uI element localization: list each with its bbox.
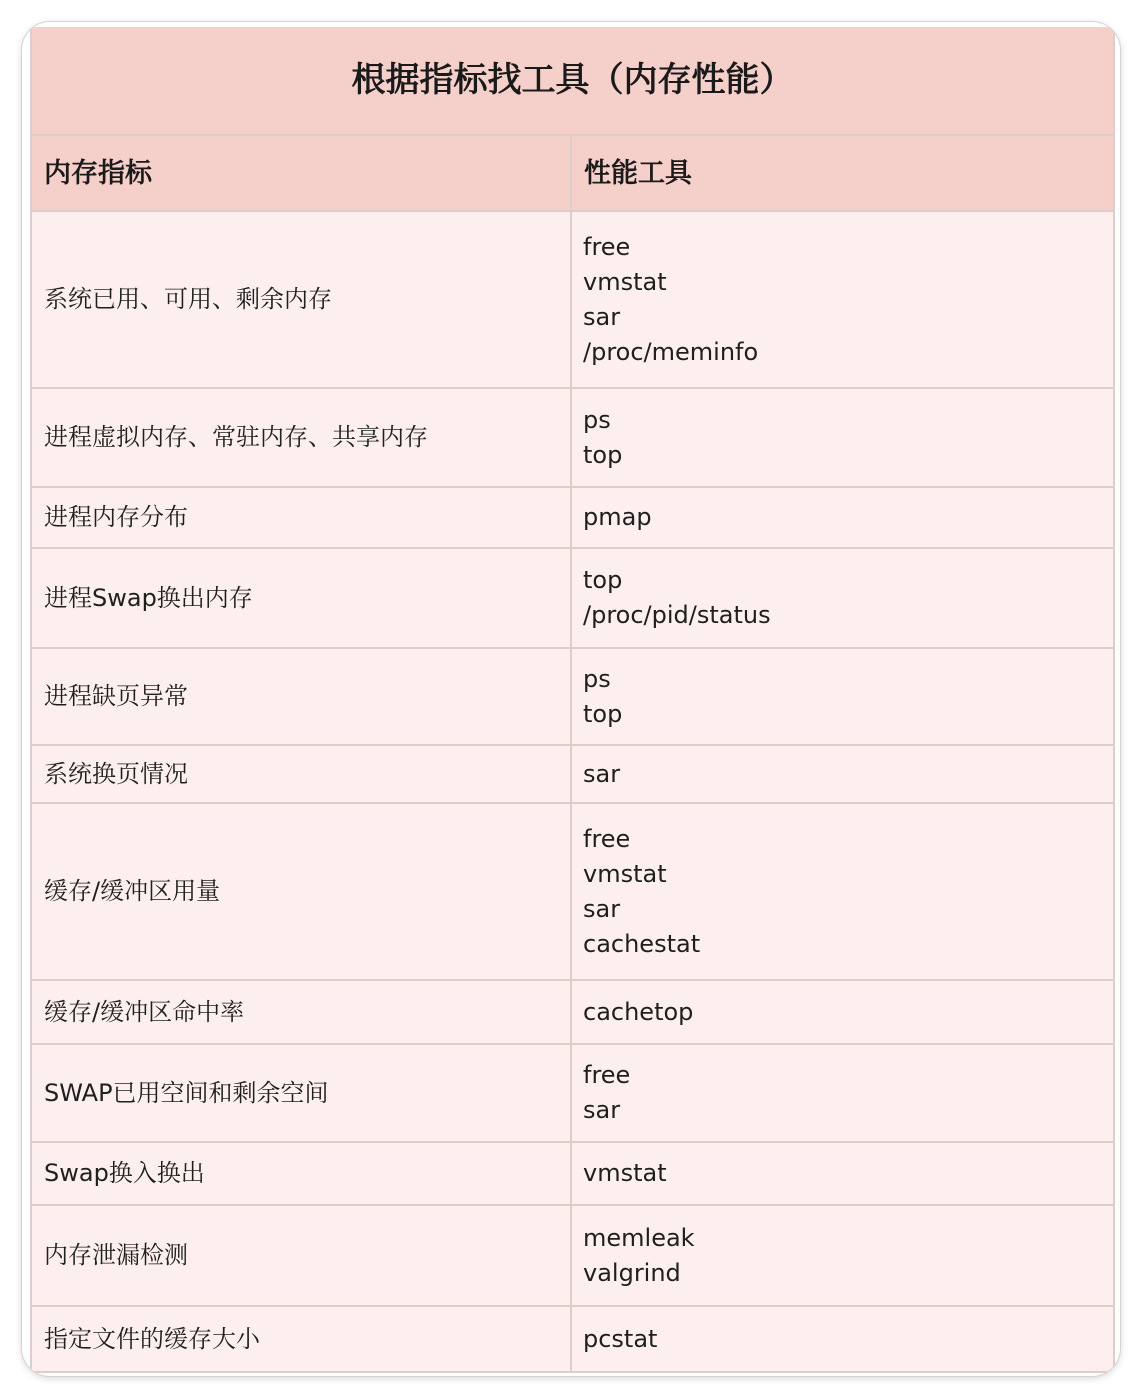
metric-cell: 进程内存分布 bbox=[31, 487, 571, 548]
metric-cell: 指定文件的缓存大小 bbox=[31, 1306, 571, 1372]
table-row bbox=[31, 1142, 1114, 1205]
metric-cell: 进程Swap换出内存 bbox=[31, 548, 571, 648]
metric-cell: 缓存/缓冲区用量 bbox=[31, 803, 571, 980]
tool-name: sar bbox=[583, 1096, 621, 1124]
table-body bbox=[31, 211, 1114, 1372]
column-header-tools: 性能工具 bbox=[571, 135, 1114, 211]
tools-cell bbox=[571, 1044, 1114, 1142]
tool-name: top bbox=[583, 699, 623, 728]
table-row bbox=[31, 1306, 1114, 1372]
tool-name: vmstat bbox=[583, 859, 667, 888]
tool-name: top bbox=[583, 566, 623, 594]
tool-name: free bbox=[583, 232, 631, 261]
tool-name: vmstat bbox=[583, 267, 667, 296]
metric-cell: SWAP已用空间和剩余空间 bbox=[31, 1044, 571, 1142]
metric-cell: 内存泄漏检测 bbox=[31, 1205, 571, 1306]
table-row bbox=[31, 211, 1114, 388]
tool-name: valgrind bbox=[583, 1258, 681, 1287]
memory-tools-table bbox=[30, 27, 1115, 1373]
tool-name: top bbox=[583, 440, 623, 469]
tool-name: pmap bbox=[583, 503, 652, 531]
table-container bbox=[30, 27, 1113, 1371]
table-row bbox=[31, 487, 1114, 548]
table-row bbox=[31, 388, 1114, 487]
tool-name: cachestat bbox=[583, 929, 701, 958]
tool-name: sar bbox=[583, 894, 621, 923]
tool-name: pcstat bbox=[583, 1324, 658, 1353]
tools-cell bbox=[571, 1306, 1114, 1372]
table-row bbox=[31, 803, 1114, 980]
table-row bbox=[31, 1044, 1114, 1142]
tool-name: ps bbox=[583, 664, 611, 693]
tool-name: /proc/pid/status bbox=[583, 601, 771, 629]
table-card bbox=[22, 22, 1120, 1376]
tool-name: sar bbox=[583, 302, 621, 331]
tools-cell bbox=[571, 1142, 1114, 1205]
tool-name: free bbox=[583, 1061, 631, 1089]
tool-name: cachetop bbox=[583, 997, 694, 1026]
table-row bbox=[31, 1205, 1114, 1306]
tools-cell bbox=[571, 388, 1114, 487]
table-row bbox=[31, 548, 1114, 648]
tools-cell bbox=[571, 1205, 1114, 1306]
metric-cell: 系统已用、可用、剩余内存 bbox=[31, 211, 571, 388]
tools-cell bbox=[571, 648, 1114, 745]
tool-name: free bbox=[583, 824, 631, 853]
tool-name: vmstat bbox=[583, 1159, 667, 1187]
tools-cell bbox=[571, 980, 1114, 1044]
tools-cell bbox=[571, 211, 1114, 388]
metric-cell: 系统换页情况 bbox=[31, 745, 571, 803]
metric-cell: Swap换入换出 bbox=[31, 1142, 571, 1205]
metric-cell: 进程虚拟内存、常驻内存、共享内存 bbox=[31, 388, 571, 487]
tools-cell bbox=[571, 548, 1114, 648]
tools-cell bbox=[571, 745, 1114, 803]
metric-cell: 缓存/缓冲区命中率 bbox=[31, 980, 571, 1044]
table-header-row bbox=[31, 135, 1114, 211]
tool-name: /proc/meminfo bbox=[583, 337, 759, 366]
table-row bbox=[31, 648, 1114, 745]
metric-cell: 进程缺页异常 bbox=[31, 648, 571, 745]
tool-name: memleak bbox=[583, 1223, 695, 1252]
tools-cell bbox=[571, 487, 1114, 548]
table-title: 根据指标找工具（内存性能） bbox=[31, 27, 1114, 135]
table-title-row bbox=[31, 27, 1114, 135]
table-row bbox=[31, 980, 1114, 1044]
tools-cell bbox=[571, 803, 1114, 980]
column-header-metric: 内存指标 bbox=[31, 135, 571, 211]
tool-name: sar bbox=[583, 759, 621, 788]
table-row bbox=[31, 745, 1114, 803]
tool-name: ps bbox=[583, 405, 611, 434]
